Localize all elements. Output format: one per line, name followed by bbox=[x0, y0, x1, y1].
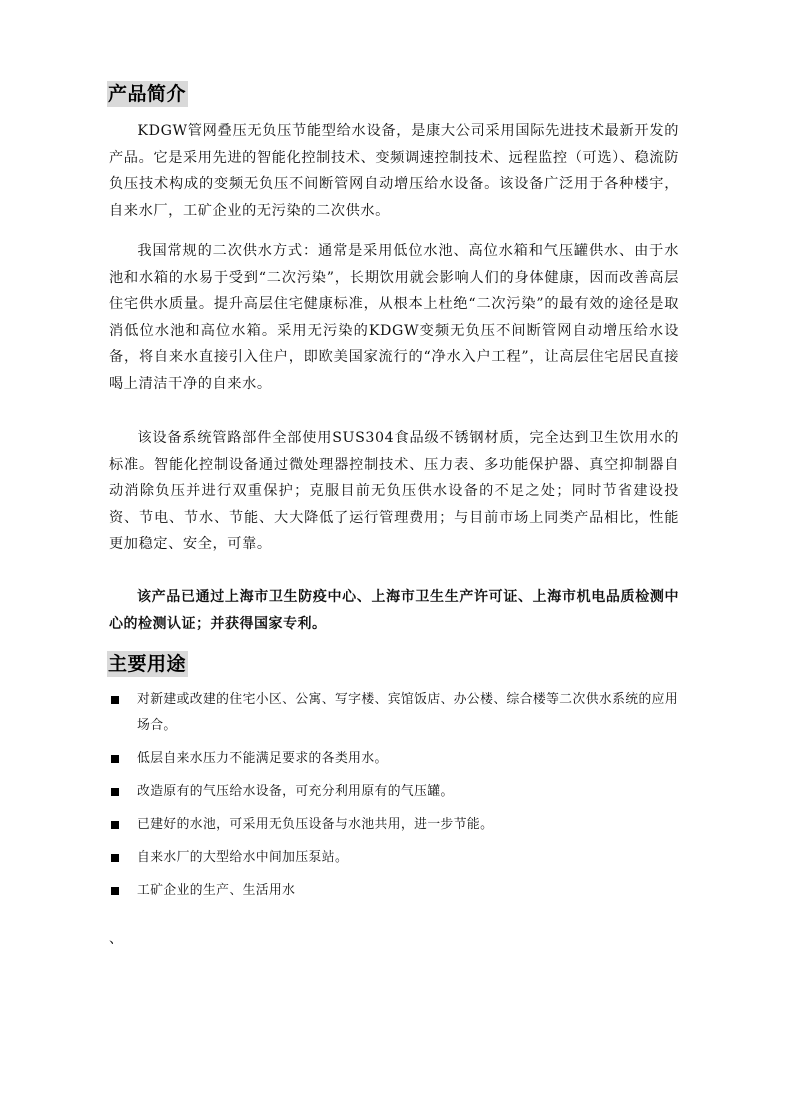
square-bullet-icon bbox=[111, 821, 119, 829]
list-item-text: 自来水厂的大型给水中间加压泵站。 bbox=[137, 850, 349, 865]
paragraph-text-bold: 该产品已通过上海市卫生防疫中心、上海市卫生生产许可证、上海市机电品质检测中心的检测认证；并获得国家专利。 bbox=[109, 589, 679, 632]
section-title-product-intro: 产品简介 bbox=[108, 83, 187, 105]
square-bullet-icon bbox=[111, 887, 119, 895]
intro-paragraph-1 bbox=[109, 118, 679, 224]
list-item bbox=[109, 746, 679, 772]
trailing-mark: 、 bbox=[109, 931, 123, 947]
square-bullet-icon bbox=[111, 788, 119, 796]
paragraph-text: 该设备系统管路部件全部使用SUS304食品级不锈钢材质，完全达到卫生饮用水的标准。智能化控制设备通过微处理器控制技术、压力表、多功能保护器、真空抑制器自动消除负压并进行双重保护；克服目前无负压供水设备的不足之处；同时节省建设投资、节电、节水、节能、大大降低了运行管理费用；与目前市场上同类产品相比，性能更加稳定、安全，可靠。 bbox=[109, 430, 679, 553]
list-item-text: 改造原有的气压给水设备，可充分利用原有的气压罐。 bbox=[137, 784, 454, 799]
list-item-text: 已建好的水池，可采用无负压设备与水池共用，进一步节能。 bbox=[137, 817, 494, 832]
list-item-text: 对新建或改建的住宅小区、公寓、写字楼、宾馆饭店、办公楼、综合楼等二次供水系统的应用场合。 bbox=[137, 692, 679, 733]
list-item bbox=[109, 779, 679, 805]
list-item bbox=[109, 845, 679, 871]
intro-paragraph-2 bbox=[109, 238, 679, 398]
paragraph-text: KDGW管网叠压无负压节能型给水设备，是康大公司采用国际先进技术最新开发的产品。它是采用先进的智能化控制技术、变频调速控制技术、远程监控（可选）、稳流防负压技术构成的变频无负压不间断管网自动增压给水设备。该设备广泛用于各种楼宇，自来水厂，工矿企业的无污染的二次供水。 bbox=[109, 123, 679, 219]
uses-list bbox=[109, 687, 679, 911]
list-item bbox=[109, 878, 679, 904]
intro-paragraph-3 bbox=[109, 425, 679, 558]
square-bullet-icon bbox=[111, 755, 119, 763]
list-item-text: 工矿企业的生产、生活用水 bbox=[137, 883, 296, 898]
list-item bbox=[109, 687, 679, 739]
certification-paragraph bbox=[109, 584, 679, 637]
list-item-text: 低层自来水压力不能满足要求的各类用水。 bbox=[137, 751, 388, 766]
section-title-main-uses: 主要用途 bbox=[108, 653, 187, 675]
square-bullet-icon bbox=[111, 696, 119, 704]
paragraph-text: 我国常规的二次供水方式：通常是采用低位水池、高位水箱和气压罐供水、由于水池和水箱的水易于受到“二次污染”，长期饮用就会影响人们的身体健康，因而改善高层住宅供水质量。提升高层住宅健康标准，从根本上杜绝“二次污染”的最有效的途径是取消低位水池和高位水箱。采用无污染的KDGW变频无负压不间断管网自动增压给水设备，将自来水直接引入住户，即欧美国家流行的“净水入户工程”，让高层住宅居民直接喝上清洁干净的自来水。 bbox=[109, 243, 679, 392]
list-item bbox=[109, 812, 679, 838]
square-bullet-icon bbox=[111, 854, 119, 862]
